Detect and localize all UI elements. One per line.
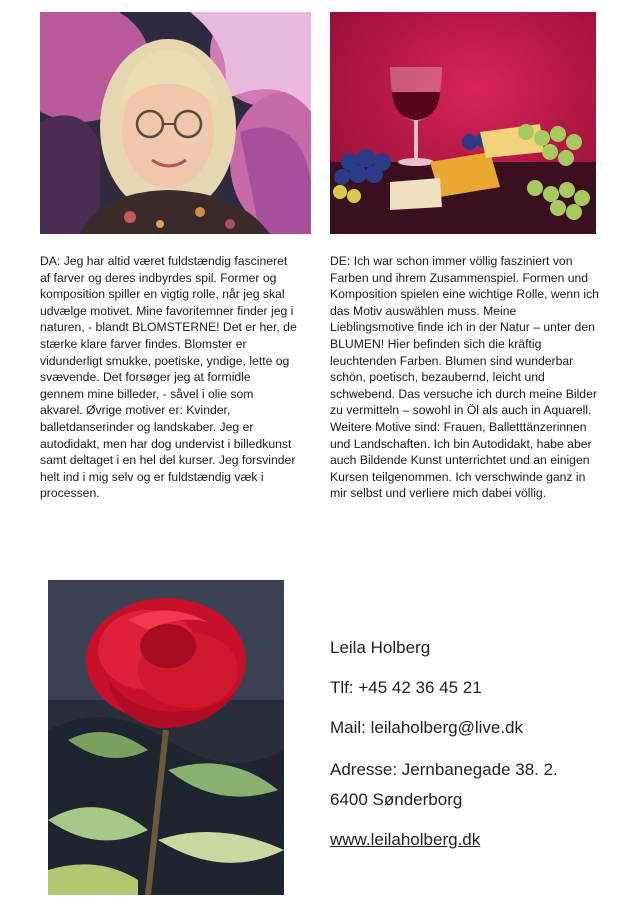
biography-german: DE: Ich war schon immer völlig fasziniert von Farben und ihrem Zusammenspiel. Formen und Komposition spielen eine wichtige Rolle, wenn ich das Motiv auswählen muss. Meine Lieblingsmotive finde ich in der Natur – unter den BLUMEN! Hier befinden sich die kräftig leuchtenden Farben. Blumen sind wunderbar schön, poetisch, bezaubernd, leicht und schwebend. Das versuche ich durch meine Bilder zu vermitteln – sowohl in Öl als auch in Aquarell. Weitere Motive sind: Frauen, Balletttänzerinnen und Landschaften. Ich bin Autodidakt, habe aber auch Bildende Kunst unterrichtet und an einigen Kursen teilgenommen. Ich verschwinde ganz in mir selbst und verliere mich dabei völlig. [330,254,599,501]
wine-still-life-painting [330,12,596,234]
artist-portrait-photo [40,12,311,234]
email-address: Mail: leilaholberg@live.dk [330,718,524,737]
phone-number: Tlf: +45 42 36 45 21 [330,678,482,697]
website-link[interactable]: www.leilaholberg.dk [330,830,481,849]
red-rose-painting [48,580,284,895]
biography-danish: DA: Jeg har altid været fuldstændig fascineret af farver og deres indbyrdes spil. Former og komposition spiller en vigtig rolle, når jeg skal udvælge motivet. Mine favoritemner finder jeg i naturen, - blandt BLOMSTERNE! Det er her, de stærke klare farver findes. Blomster er vidunderligt smukke, poetiske, yndige, lette og svævende. Det forsøger jeg at formidle gennem mine billeder, - såvel i olie som akvarel. Øvrige motiver er: Kvinder, balletdanserinder og landskaber. Jeg er autodidakt, men har dog undervist i billedkunst samt deltaget i en hel del kurser. Jeg forsvinder helt ind i mig selv og er fuldstændig væk i processen. [40,254,297,501]
artist-name: Leila Holberg [330,638,431,657]
address-line-street: Adresse: Jernbanegade 38. 2. [330,760,558,779]
address-line-city: 6400 Sønderborg [330,790,463,809]
